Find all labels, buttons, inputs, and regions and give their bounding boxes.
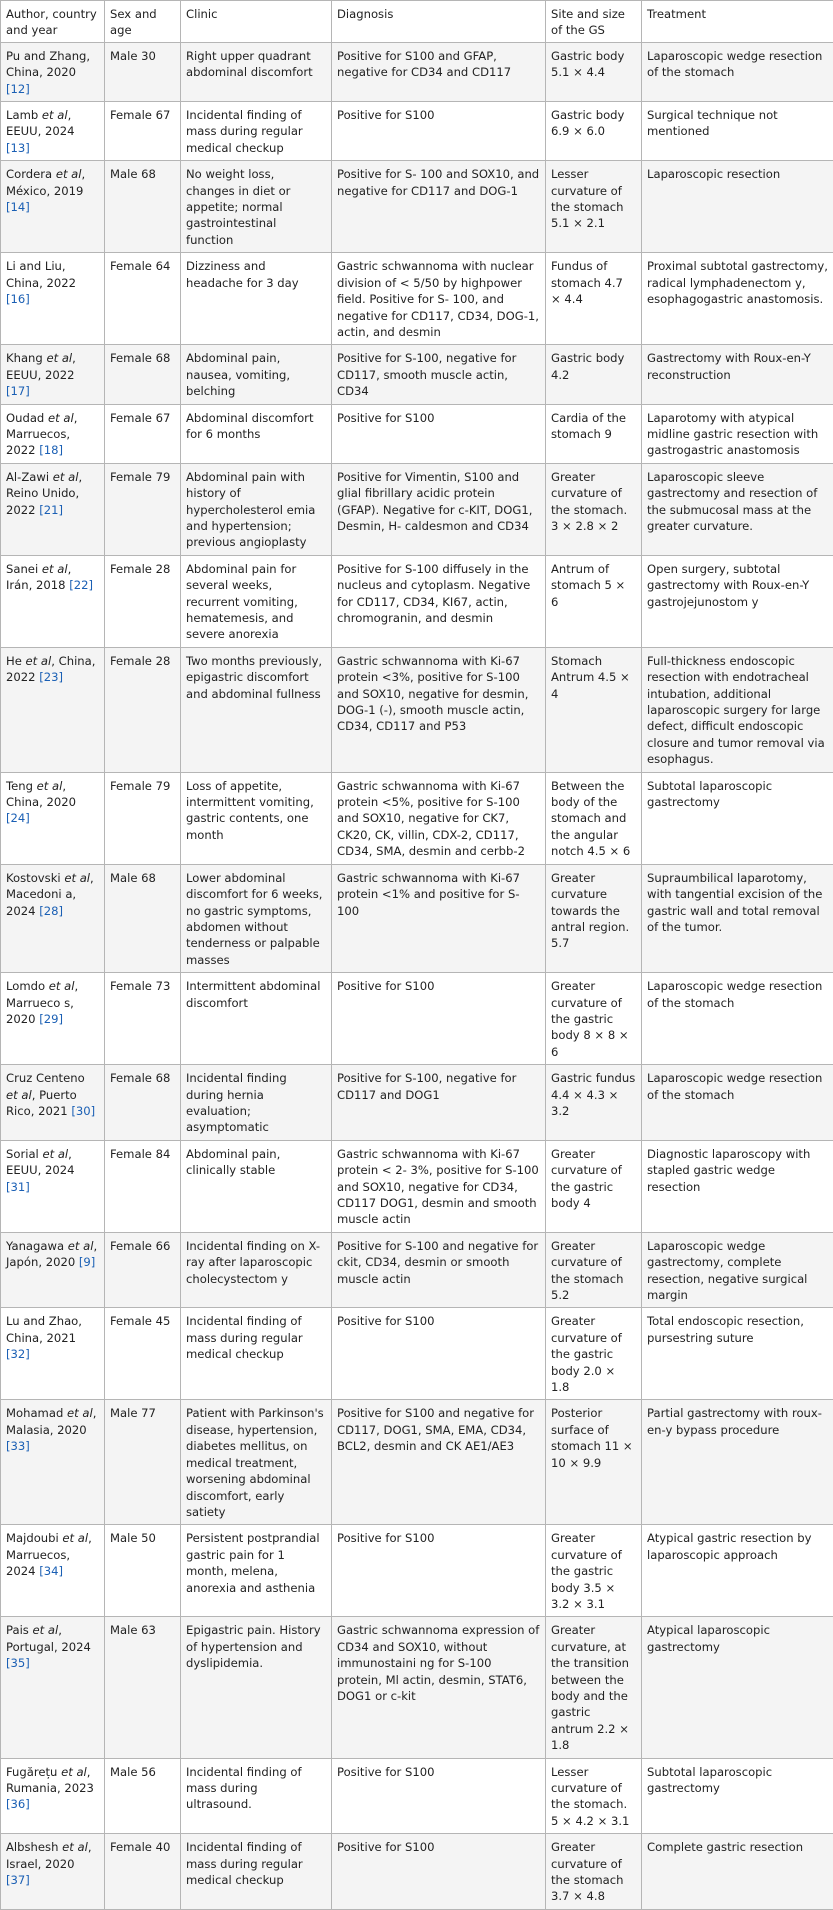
header-sex-age: Sex and age (105, 1, 181, 43)
cell-author (1, 1758, 105, 1834)
table-row (1, 1758, 833, 1834)
cell-diagnosis: Positive for S100 (332, 1525, 546, 1617)
cell-author (1, 253, 105, 345)
cell-sex-age: Female 64 (105, 253, 181, 345)
cell-sex-age: Male 63 (105, 1617, 181, 1758)
cell-sex-age: Female 28 (105, 555, 181, 647)
cell-clinic: Right upper quadrant abdominal discomfort (181, 42, 332, 101)
cell-diagnosis: Positive for S-100 diffusely in the nucleus and cytoplasm. Negative for CD117, CD34, KI67, actin, chromogranin, and desmin (332, 555, 546, 647)
table-header-row (1, 1, 833, 43)
table-row (1, 253, 833, 345)
cell-treatment: Supraumbilical laparotomy, with tangential excision of the gastric wall and total removal of the tumor. (642, 864, 833, 972)
cell-diagnosis: Positive for S- 100 and SOX10, and negative for CD117 and DOG-1 (332, 161, 546, 253)
cell-clinic: Patient with Parkinson's disease, hypertension, diabetes mellitus, on medical treatment, worsening abdominal discomfort, early satiety (181, 1400, 332, 1525)
cell-author (1, 772, 105, 864)
table-row (1, 404, 833, 463)
cell-site-size: Lesser curvature of the stomach 5.1 × 2.1 (546, 161, 642, 253)
cell-treatment: Laparoscopic wedge resection of the stomach (642, 42, 833, 101)
cell-diagnosis: Positive for S-100 and negative for ckit, CD34, desmin or smooth muscle actin (332, 1232, 546, 1308)
cell-clinic: Epigastric pain. History of hypertension and dyslipidemia. (181, 1617, 332, 1758)
reference-link[interactable]: [13] (6, 141, 30, 155)
cell-sex-age: Male 68 (105, 864, 181, 972)
cell-clinic: Abdominal pain, clinically stable (181, 1140, 332, 1232)
cell-diagnosis: Gastric schwannoma expression of CD34 and SOX10, without immunostaini ng for S-100 protein, Ml actin, desmin, STAT6, DOG1 or c-kit (332, 1617, 546, 1758)
table-row (1, 1834, 833, 1910)
cell-sex-age: Female 40 (105, 1834, 181, 1910)
author-text: Teng et al, China, 2020 (6, 779, 76, 809)
cell-author (1, 1400, 105, 1525)
cell-treatment: Laparotomy with atypical midline gastric resection with gastrogastric anastomosis (642, 404, 833, 463)
cell-sex-age: Female 79 (105, 772, 181, 864)
cell-clinic: Abdominal discomfort for 6 months (181, 404, 332, 463)
cell-clinic: Abdominal pain, nausea, vomiting, belching (181, 345, 332, 404)
header-treatment: Treatment (642, 1, 833, 43)
cell-site-size: Gastric body 4.2 (546, 345, 642, 404)
cell-diagnosis: Gastric schwannoma with Ki-67 protein < 2- 3%, positive for S-100 and SOX10, negative for CD34, CD117 DOG1, desmin and smooth muscle actin (332, 1140, 546, 1232)
cell-treatment: Laparoscopic wedge gastrectomy, complete resection, negative surgical margin (642, 1232, 833, 1308)
cell-sex-age: Female 73 (105, 973, 181, 1065)
cell-treatment: Atypical laparoscopic gastrectomy (642, 1617, 833, 1758)
author-text: Yanagawa et al, Japón, 2020 (6, 1239, 97, 1269)
cell-sex-age: Male 30 (105, 42, 181, 101)
cell-sex-age: Female 67 (105, 404, 181, 463)
reference-link[interactable]: [30] (71, 1104, 95, 1118)
cell-sex-age: Male 68 (105, 161, 181, 253)
cell-site-size: Greater curvature of the gastric body 3.5 × 3.2 × 3.1 (546, 1525, 642, 1617)
cell-clinic: Lower abdominal discomfort for 6 weeks, no gastric symptoms, abdomen without tenderness or palpable masses (181, 864, 332, 972)
table-row (1, 1065, 833, 1141)
cell-clinic: No weight loss, changes in diet or appetite; normal gastrointestinal function (181, 161, 332, 253)
cell-treatment: Open surgery, subtotal gastrectomy with Roux-en-Y gastrojejunostom y (642, 555, 833, 647)
cell-author (1, 1065, 105, 1141)
author-text: Albshesh et al, Israel, 2020 (6, 1840, 92, 1870)
cell-author (1, 555, 105, 647)
author-text: Mohamad et al, Malasia, 2020 (6, 1406, 96, 1436)
cell-treatment: Gastrectomy with Roux-en-Y reconstruction (642, 345, 833, 404)
cell-clinic: Incidental finding of mass during regular medical checkup (181, 1834, 332, 1910)
header-diagnosis: Diagnosis (332, 1, 546, 43)
reference-link[interactable]: [16] (6, 292, 30, 306)
author-text: Kostovski et al, Macedoni a, 2024 (6, 871, 94, 918)
author-text: Al-Zawi et al, Reino Unido, 2022 (6, 470, 82, 517)
cell-clinic: Incidental finding of mass during regular medical checkup (181, 1308, 332, 1400)
author-text: Sorial et al, EEUU, 2024 (6, 1147, 75, 1177)
cell-sex-age: Female 68 (105, 1065, 181, 1141)
table-row (1, 463, 833, 555)
cell-sex-age: Male 77 (105, 1400, 181, 1525)
cell-diagnosis: Positive for S100 (332, 1834, 546, 1910)
cell-clinic: Dizziness and headache for 3 day (181, 253, 332, 345)
cell-treatment: Laparoscopic wedge resection of the stomach (642, 973, 833, 1065)
author-text: Li and Liu, China, 2022 (6, 259, 76, 289)
cell-sex-age: Male 56 (105, 1758, 181, 1834)
cell-site-size: Greater curvature of the gastric body 4 (546, 1140, 642, 1232)
cell-site-size: Greater curvature of the gastric body 8 × 8 × 6 (546, 973, 642, 1065)
reference-link[interactable]: [33] (6, 1439, 30, 1453)
cell-site-size: Lesser curvature of the stomach. 5 × 4.2 × 3.1 (546, 1758, 642, 1834)
cell-diagnosis: Positive for S100 (332, 1758, 546, 1834)
cell-diagnosis: Positive for S100 (332, 102, 546, 161)
author-text: Pais et al, Portugal, 2024 (6, 1623, 91, 1653)
cell-clinic: Incidental finding on X-ray after laparoscopic cholecystectom y (181, 1232, 332, 1308)
cell-site-size: Posterior surface of stomach 11 × 10 × 9.9 (546, 1400, 642, 1525)
cell-author (1, 973, 105, 1065)
cell-site-size: Antrum of stomach 5 × 6 (546, 555, 642, 647)
author-text: Lamb et al, EEUU, 2024 (6, 108, 75, 138)
reference-link[interactable]: [12] (6, 82, 30, 96)
author-text: Oudad et al, Marruecos, 2022 (6, 411, 77, 458)
cell-clinic: Persistent postprandial gastric pain for 1 month, melena, anorexia and asthenia (181, 1525, 332, 1617)
cell-diagnosis: Positive for S100 (332, 404, 546, 463)
reference-link[interactable]: [24] (6, 811, 30, 825)
reference-link[interactable]: [32] (6, 1347, 30, 1361)
table-row (1, 1400, 833, 1525)
reference-link[interactable]: [36] (6, 1797, 30, 1811)
cell-site-size: Greater curvature of the stomach. 3 × 2.8 × 2 (546, 463, 642, 555)
cell-treatment: Diagnostic laparoscopy with stapled gastric wedge resection (642, 1140, 833, 1232)
cell-author (1, 1140, 105, 1232)
cell-clinic: Two months previously, epigastric discomfort and abdominal fullness (181, 647, 332, 772)
cell-site-size: Cardia of the stomach 9 (546, 404, 642, 463)
author-text: He et al, China, 2022 (6, 654, 95, 684)
cell-site-size: Between the body of the stomach and the angular notch 4.5 × 6 (546, 772, 642, 864)
cell-site-size: Greater curvature, at the transition between the body and the gastric antrum 2.2 × 1.8 (546, 1617, 642, 1758)
reference-link[interactable]: [35] (6, 1656, 30, 1670)
table-row (1, 772, 833, 864)
table-row (1, 1140, 833, 1232)
table-row (1, 864, 833, 972)
header-site-size: Site and size of the GS (546, 1, 642, 43)
author-text: Fugărețu et al, Rumania, 2023 (6, 1765, 94, 1795)
reference-link[interactable]: [14] (6, 200, 30, 214)
cell-sex-age: Female 28 (105, 647, 181, 772)
cell-diagnosis: Positive for S100 (332, 1308, 546, 1400)
table-row (1, 555, 833, 647)
cell-treatment: Atypical gastric resection by laparoscopic approach (642, 1525, 833, 1617)
cell-author (1, 1308, 105, 1400)
cell-sex-age: Female 45 (105, 1308, 181, 1400)
table-row (1, 161, 833, 253)
cell-author (1, 647, 105, 772)
author-text: Lomdo et al, Marrueco s, 2020 (6, 979, 78, 1026)
cell-author (1, 1232, 105, 1308)
cell-clinic: Incidental finding during hernia evaluation; asymptomatic (181, 1065, 332, 1141)
table-row (1, 1525, 833, 1617)
table-row (1, 973, 833, 1065)
cell-diagnosis: Positive for S100 and GFAP, negative for CD34 and CD117 (332, 42, 546, 101)
cell-site-size: Greater curvature towards the antral region. 5.7 (546, 864, 642, 972)
cell-site-size: Gastric fundus 4.4 × 4.3 × 3.2 (546, 1065, 642, 1141)
table-row (1, 647, 833, 772)
cell-sex-age: Male 50 (105, 1525, 181, 1617)
cell-diagnosis: Positive for S100 and negative for CD117, DOG1, SMA, EMA, CD34, BCL2, desmin and CK AE1/AE3 (332, 1400, 546, 1525)
reference-link[interactable]: [21] (39, 503, 63, 517)
cell-treatment: Laparoscopic sleeve gastrectomy and resection of the submucosal mass at the greater curvature. (642, 463, 833, 555)
cell-sex-age: Female 68 (105, 345, 181, 404)
cell-sex-age: Female 84 (105, 1140, 181, 1232)
cell-clinic: Abdominal pain with history of hypercholesterol emia and hypertension; previous angioplasty (181, 463, 332, 555)
cell-treatment: Complete gastric resection (642, 1834, 833, 1910)
cell-diagnosis: Gastric schwannoma with nuclear division of < 5/50 by highpower field. Positive for S- 100, and negative for CD117, CD34, DOG-1, actin, and desmin (332, 253, 546, 345)
reference-link[interactable]: [22] (69, 578, 93, 592)
author-text: Lu and Zhao, China, 2021 (6, 1314, 82, 1344)
cell-author (1, 1525, 105, 1617)
author-text: Cordera et al, México, 2019 (6, 167, 85, 197)
cell-author (1, 102, 105, 161)
author-text: Khang et al, EEUU, 2022 (6, 351, 76, 381)
table-row (1, 102, 833, 161)
cell-diagnosis: Positive for S-100, negative for CD117, smooth muscle actin, CD34 (332, 345, 546, 404)
cell-author (1, 463, 105, 555)
cell-treatment: Total endoscopic resection, pursestring suture (642, 1308, 833, 1400)
cell-author (1, 864, 105, 972)
cell-treatment: Proximal subtotal gastrectomy, radical lymphadenectom y, esophagogastric anastomosis. (642, 253, 833, 345)
table-row (1, 1308, 833, 1400)
cell-clinic: Incidental finding of mass during ultrasound. (181, 1758, 332, 1834)
author-text: Pu and Zhang, China, 2020 (6, 49, 90, 79)
cell-treatment: Surgical technique not mentioned (642, 102, 833, 161)
cell-sex-age: Female 79 (105, 463, 181, 555)
cell-clinic: Abdominal pain for several weeks, recurrent vomiting, hematemesis, and severe anorexia (181, 555, 332, 647)
author-text: Majdoubi et al, Marruecos, 2024 (6, 1531, 92, 1578)
cell-author (1, 1617, 105, 1758)
cell-sex-age: Female 67 (105, 102, 181, 161)
cell-site-size: Gastric body 6.9 × 6.0 (546, 102, 642, 161)
reference-link[interactable]: [18] (39, 443, 63, 457)
reference-link[interactable]: [37] (6, 1873, 30, 1887)
header-clinic: Clinic (181, 1, 332, 43)
cell-diagnosis: Positive for S100 (332, 973, 546, 1065)
cell-treatment: Subtotal laparoscopic gastrectomy (642, 1758, 833, 1834)
reference-link[interactable]: [9] (79, 1255, 95, 1269)
cell-author (1, 345, 105, 404)
cell-diagnosis: Positive for Vimentin, S100 and glial fibrillary acidic protein (GFAP). Negative for c-KIT, DOG1, Desmin, H- caldesmon and CD34 (332, 463, 546, 555)
cell-site-size: Stomach Antrum 4.5 × 4 (546, 647, 642, 772)
cell-site-size: Greater curvature of the stomach 3.7 × 4.8 (546, 1834, 642, 1910)
cell-clinic: Intermittent abdominal discomfort (181, 973, 332, 1065)
cell-diagnosis: Gastric schwannoma with Ki-67 protein <3%, positive for S-100 and SOX10, negative for desmin, DOG-1 (-), smooth muscle actin, CD34, CD117 and P53 (332, 647, 546, 772)
cell-clinic: Loss of appetite, intermittent vomiting, gastric contents, one month (181, 772, 332, 864)
cell-treatment: Partial gastrectomy with roux-en-y bypass procedure (642, 1400, 833, 1525)
cell-treatment: Laparoscopic wedge resection of the stomach (642, 1065, 833, 1141)
cell-diagnosis: Gastric schwannoma with Ki-67 protein <5%, positive for S-100 and SOX10, negative for CK7, CK20, CK, villin, CDX-2, CD117, CD34, SMA, desmin and cerbb-2 (332, 772, 546, 864)
cell-site-size: Fundus of stomach 4.7 × 4.4 (546, 253, 642, 345)
cell-author (1, 1834, 105, 1910)
reference-link[interactable]: [23] (39, 670, 63, 684)
author-text: Sanei et al, Irán, 2018 (6, 562, 71, 592)
reference-link[interactable]: [17] (6, 384, 30, 398)
cell-treatment: Laparoscopic resection (642, 161, 833, 253)
table-row (1, 1232, 833, 1308)
cell-author (1, 161, 105, 253)
cell-treatment: Full-thickness endoscopic resection with endotracheal intubation, additional laparoscopic surgery for large defect, difficult endoscopic closure and tumor removal via esophagus. (642, 647, 833, 772)
reference-link[interactable]: [31] (6, 1180, 30, 1194)
cell-author (1, 42, 105, 101)
table-row (1, 42, 833, 101)
table-row (1, 1617, 833, 1758)
cell-diagnosis: Gastric schwannoma with Ki-67 protein <1% and positive for S-100 (332, 864, 546, 972)
cell-site-size: Gastric body 5.1 × 4.4 (546, 42, 642, 101)
cell-sex-age: Female 66 (105, 1232, 181, 1308)
table-row (1, 345, 833, 404)
cell-site-size: Greater curvature of the stomach 5.2 (546, 1232, 642, 1308)
header-author: Author, country and year (1, 1, 105, 43)
reference-link[interactable]: [28] (39, 904, 63, 918)
cell-site-size: Greater curvature of the gastric body 2.0 × 1.8 (546, 1308, 642, 1400)
author-text: Cruz Centeno et al, Puerto Rico, 2021 (6, 1071, 85, 1118)
cell-clinic: Incidental finding of mass during regular medical checkup (181, 102, 332, 161)
reference-link[interactable]: [29] (39, 1012, 63, 1026)
reference-link[interactable]: [34] (39, 1564, 63, 1578)
cell-treatment: Subtotal laparoscopic gastrectomy (642, 772, 833, 864)
cell-author (1, 404, 105, 463)
cell-diagnosis: Positive for S-100, negative for CD117 and DOG1 (332, 1065, 546, 1141)
